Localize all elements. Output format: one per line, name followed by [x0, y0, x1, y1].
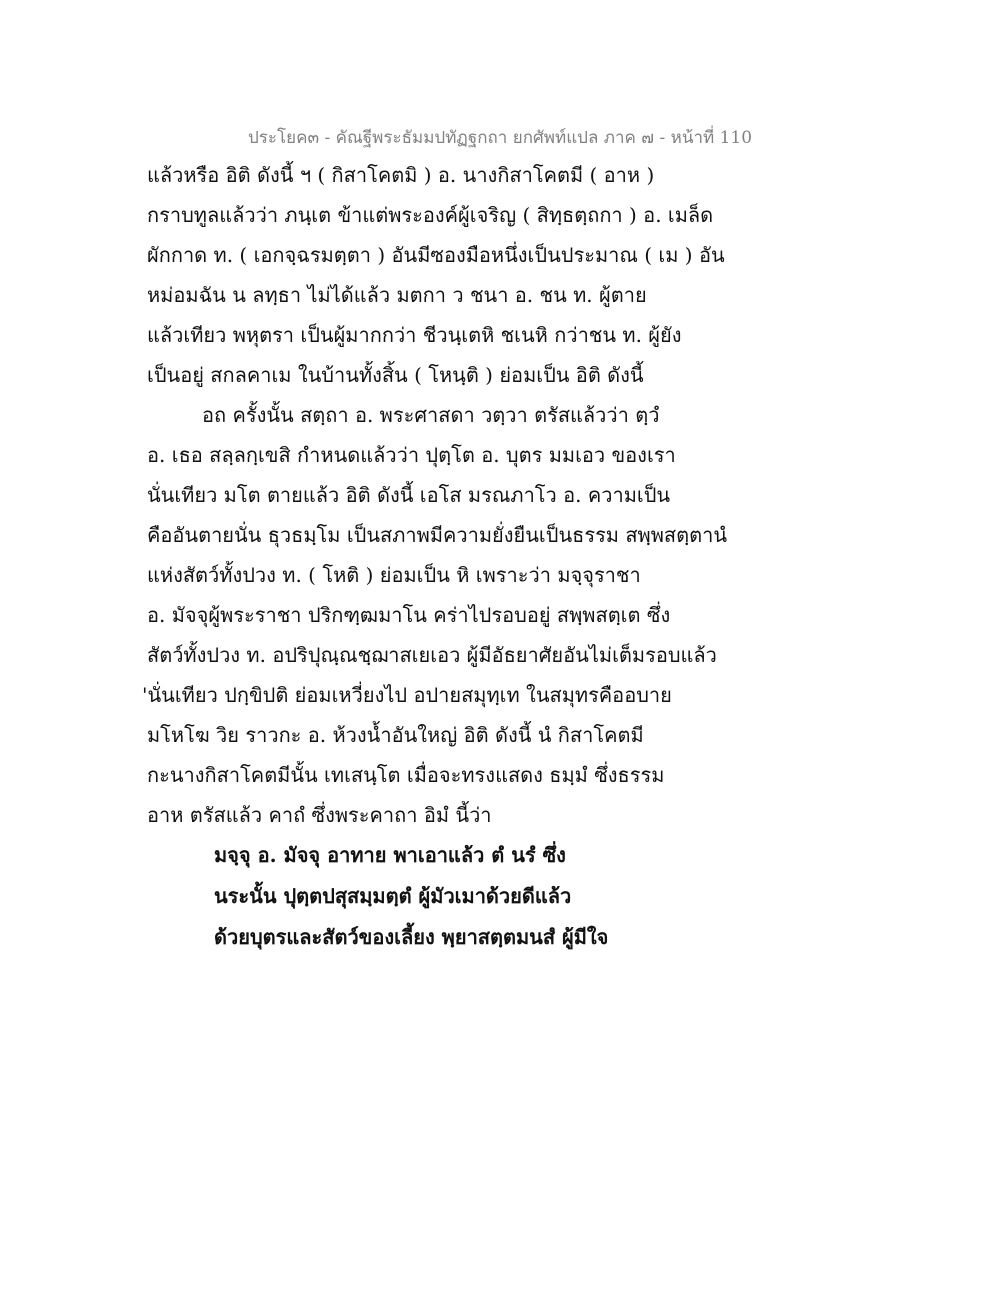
body-line: ผักกาด ท. ( เอกจฺฉรมตฺตา ) อันมีซองมือหนึ่งเป็นประมาณ ( เม ) อัน	[147, 243, 725, 267]
body-line: แล้วเทียว พหุตรา เป็นผู้มากกว่า ชีวนฺเตหิ ชเนหิ กว่าชน ท. ผู้ยัง	[147, 323, 682, 347]
body-line: สัตว์ทั้งปวง ท. อปริปุณฺณชฺฌาสเยเอว ผู้มีอัธยาศัยอันไม่เต็มรอบแล้ว	[147, 643, 717, 667]
body-line: กะนางกิสาโคตมีนั้น เทเสนฺโต เมื่อจะทรงแสดง ธมฺมํ ซึ่งธรรม	[147, 763, 665, 787]
body-line: อ. มัจจุผู้พระราชา ปริกฑฺฒมาโน คร่าไปรอบอยู่ สพฺพสตฺเต ซึ่ง	[147, 603, 671, 627]
body-line: หม่อมฉัน น ลทฺธา ไม่ได้แล้ว มตกา ว ชนา อ. ชน ท. ผู้ตาย	[147, 283, 647, 307]
verse-line: มจฺจุ อ. มัจจุ อาทาย พาเอาแล้ว ตํ นรํ ซึ่ง	[214, 843, 566, 867]
body-line: มโหโฆ วิย ราวกะ อ. ห้วงน้ำอันใหญ่ อิติ ดังนี้ นํ กิสาโคตมี	[147, 723, 644, 747]
page-header: ประโยค๓ - คัณฐีพระธัมมปทัฏฐกถา ยกศัพท์แปล ภาค ๗ - หน้าที่ 110	[247, 128, 753, 148]
body-line: อ. เธอ สลฺลกฺเขสิ กำหนดแล้วว่า ปุตฺโต อ. บุตร มมเอว ของเรา	[147, 443, 676, 467]
verse-line: ด้วยบุตรและสัตว์ของเลี้ยง พฺยาสตฺตมนสํ ผู้มีใจ	[214, 925, 609, 949]
body-line: แห่งสัตว์ทั้งปวง ท. ( โหติ ) ย่อมเป็น หิ เพราะว่า มจฺจุราชา	[147, 563, 641, 587]
body-line: เป็นอยู่ สกลคาเม ในบ้านทั้งสิ้น ( โหนฺติ ) ย่อมเป็น อิติ ดังนี้	[147, 363, 644, 387]
body-line: คืออันตายนั่น ธุวธมฺโม เป็นสภาพมีความยั่งยืนเป็นธรรม สพฺพสตฺตานํ	[147, 523, 728, 547]
body-line: อาห ตรัสแล้ว คาถํ ซึ่งพระคาถา อิมํ นี้ว่า	[147, 803, 492, 827]
body-line: แล้วหรือ อิติ ดังนี้ ฯ ( กิสาโคตมิ ) อ. นางกิสาโคตมี ( อาห )	[147, 163, 655, 187]
verse-block	[214, 835, 814, 958]
verse-line: นระนั้น ปุตฺตปสุสมฺมตฺตํ ผู้มัวเมาด้วยดีแล้ว	[214, 884, 572, 908]
body-line: กราบทูลแล้วว่า ภนฺเต ข้าแต่พระองค์ผู้เจริญ ( สิทฺธตฺถกา ) อ. เมล็ด	[147, 203, 714, 227]
body-line: 'นั่นเทียว ปกฺขิปติ ย่อมเหวี่ยงไป อปายสมุทฺเท ในสมุทรคืออบาย	[142, 683, 672, 707]
body-line: นั่นเทียว มโต ตายแล้ว อิติ ดังนี้ เอโส มรณภาโว อ. ความเป็น	[147, 483, 671, 507]
body-text	[142, 155, 867, 835]
body-line-indented: อถ ครั้งนั้น สตฺถา อ. พระศาสดา วตฺวา ตรัสแล้วว่า ตฺวํ	[202, 403, 660, 427]
